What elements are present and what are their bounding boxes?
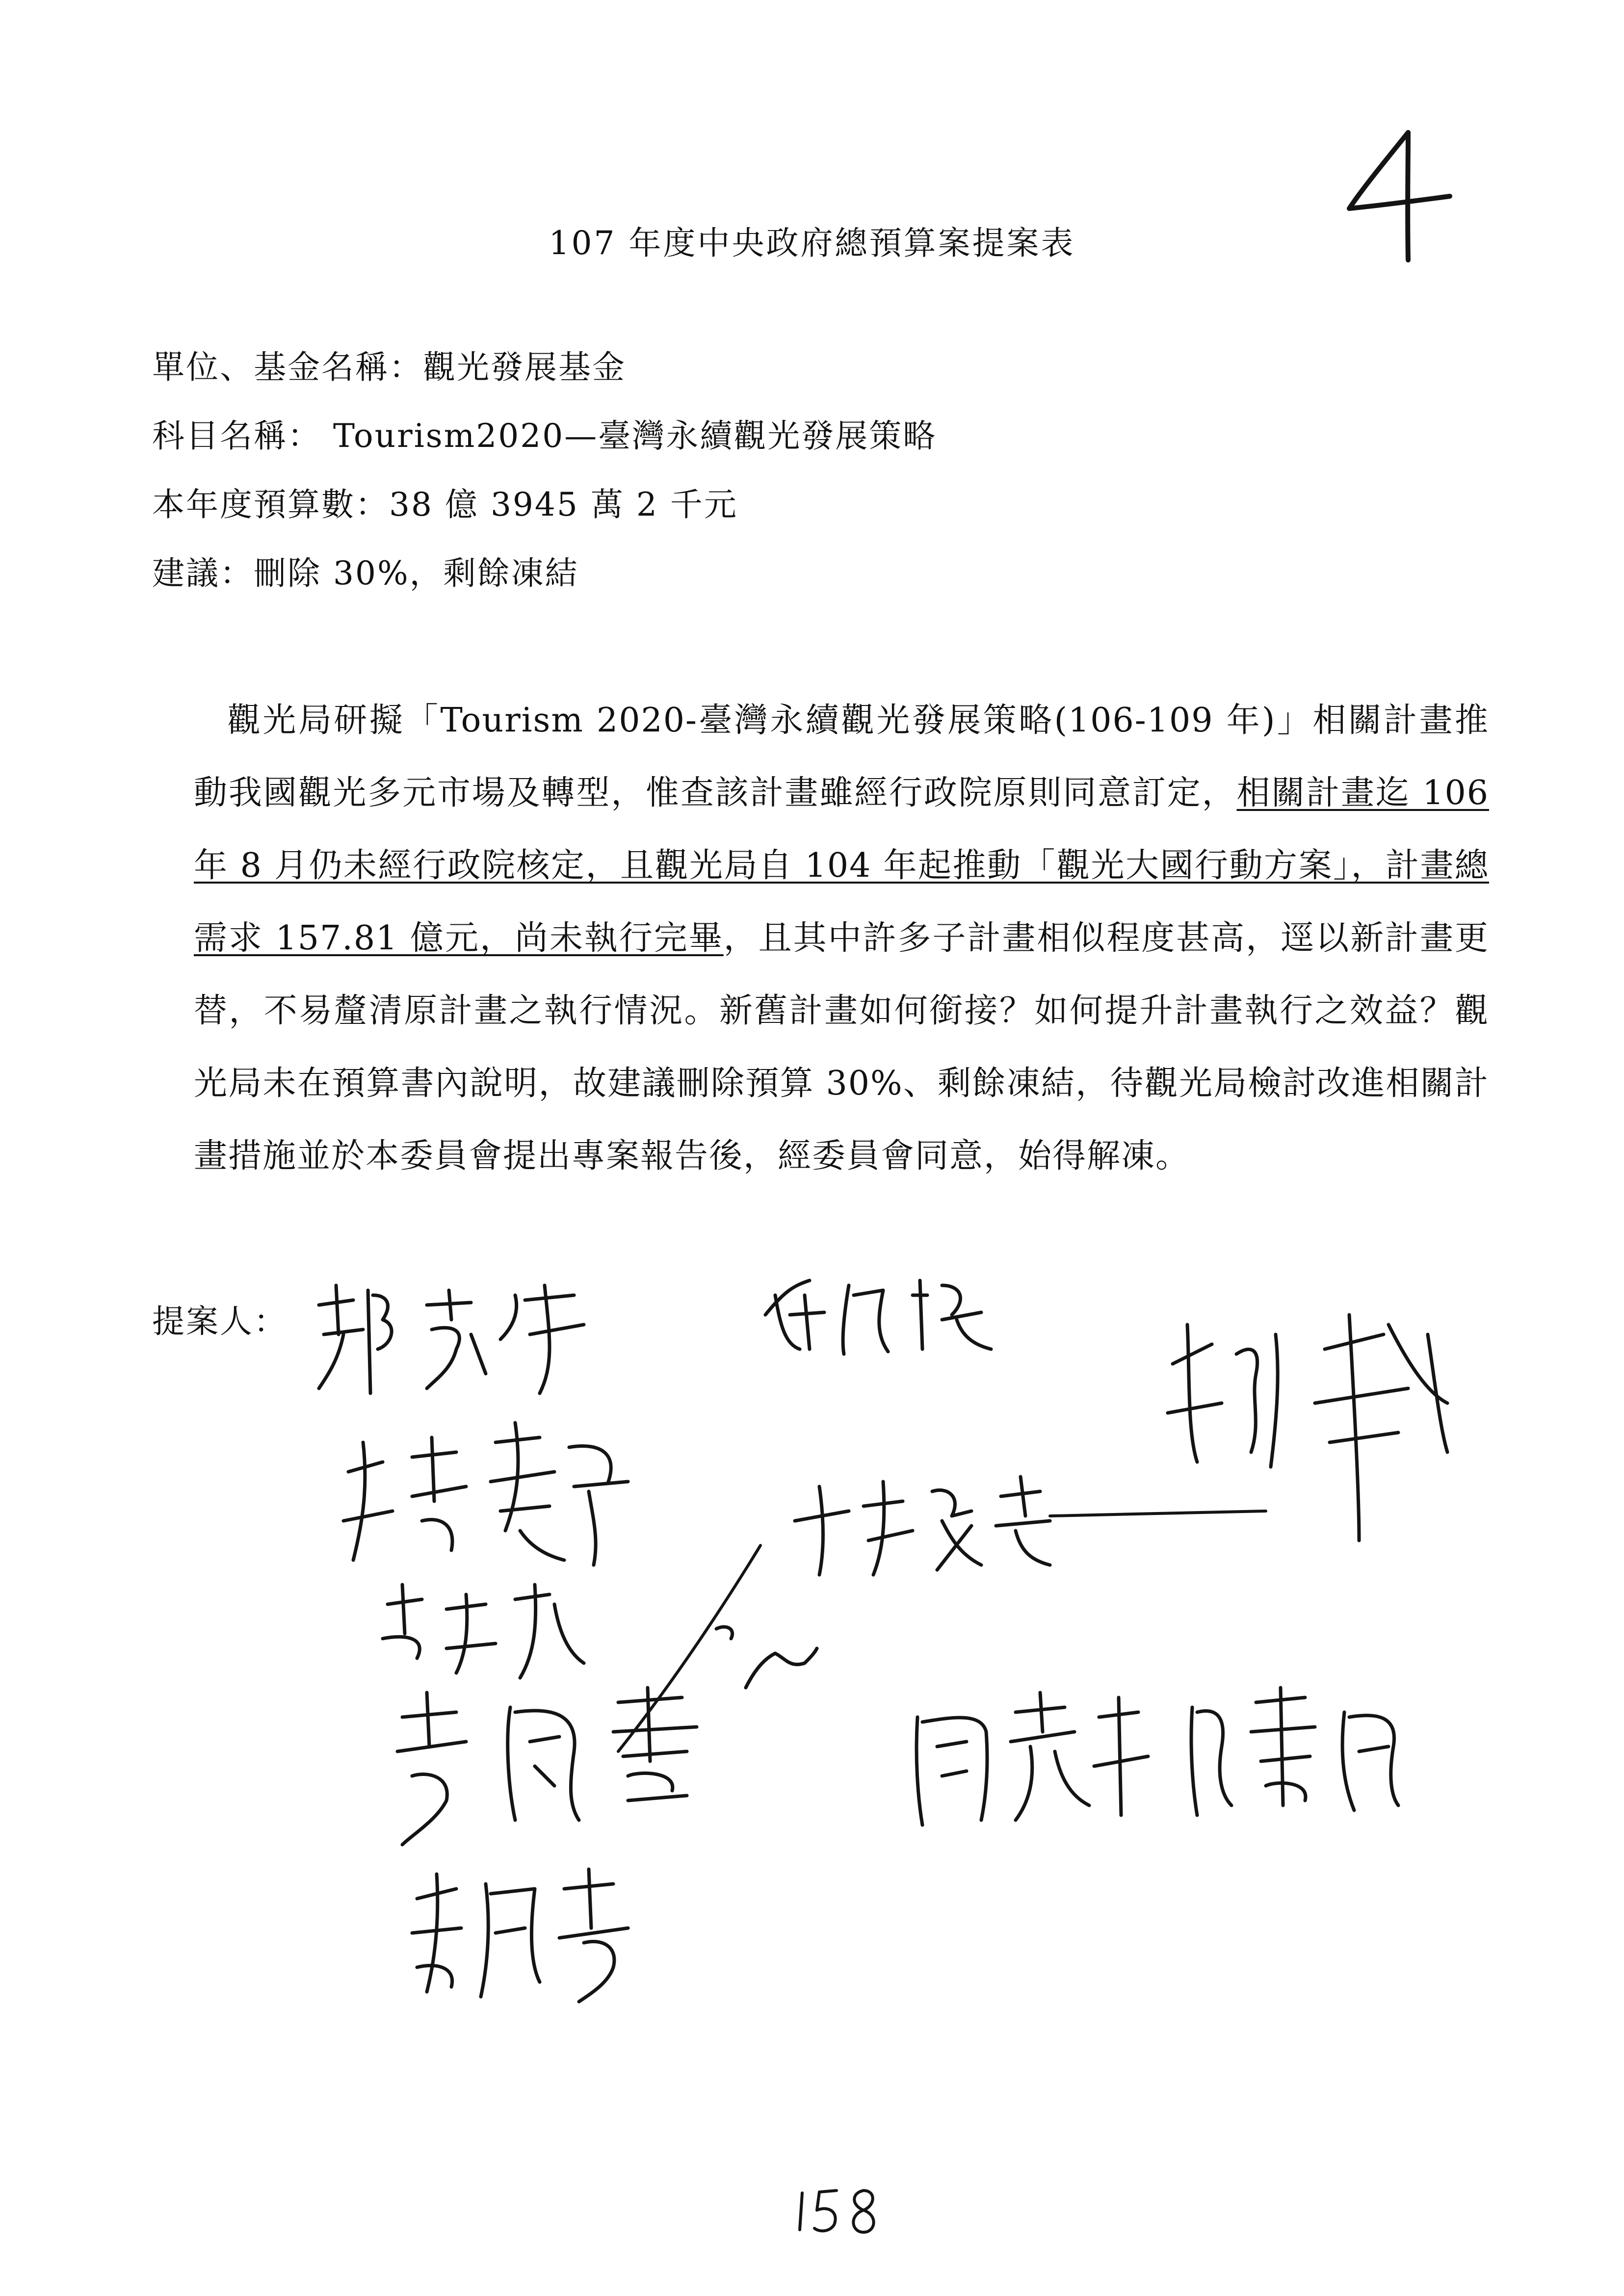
budget-amount-field: 本年度預算數：38 億 3945 萬 2 千元 (152, 486, 738, 523)
document-title: 107 年度中央政府總預算案提案表 (549, 224, 1075, 262)
signature-5 (785, 1462, 1276, 1580)
signature-7 (373, 1575, 628, 1683)
proposal-body (194, 684, 1489, 1193)
signature-9 (383, 1678, 756, 1854)
body-part-3: ，且其中許多子計畫相似程度甚高，逕以新計畫更替，不易釐清原計畫之執行情況。新舊計畫如何銜接？如何提升計畫執行之效益？觀光局未在預算書內說明，故建議刪除預算 30%、剩餘凍結，待觀光局檢討改進相關計畫措施並於本委員會提出專案報告後，經委員會同意，始得解凍。 (194, 919, 1489, 1175)
subject-name-field: 科目名稱： Tourism2020—臺灣永續觀光發展策略 (152, 417, 937, 455)
signature-1 (309, 1276, 623, 1403)
suggestion-field: 建議：刪除 30%，剩餘凍結 (152, 554, 579, 592)
proposer-label: 提案人： (152, 1303, 288, 1340)
body-part-1: 觀光局研擬「Tourism 2020-臺灣永續觀光發展策略(106-109 年)」相關計畫推動我國觀光多元市場及轉型，惟查該計畫雖經行政院原則同意訂定， (194, 701, 1489, 812)
signature-10 (903, 1678, 1442, 1835)
handwritten-page-number (790, 2183, 888, 2237)
signature-2 (756, 1266, 1030, 1364)
signature-11 (397, 1854, 702, 2011)
body-underlined-part: 相關計畫迄 106 年 8 月仍未經行政院核定，且觀光局自 104 年起推動「觀光大國行動方案」，計畫總需求 157.81 億元，尚未執行完畢 (194, 774, 1489, 958)
fund-name-field: 單位、基金名稱：觀光發展基金 (152, 348, 626, 386)
